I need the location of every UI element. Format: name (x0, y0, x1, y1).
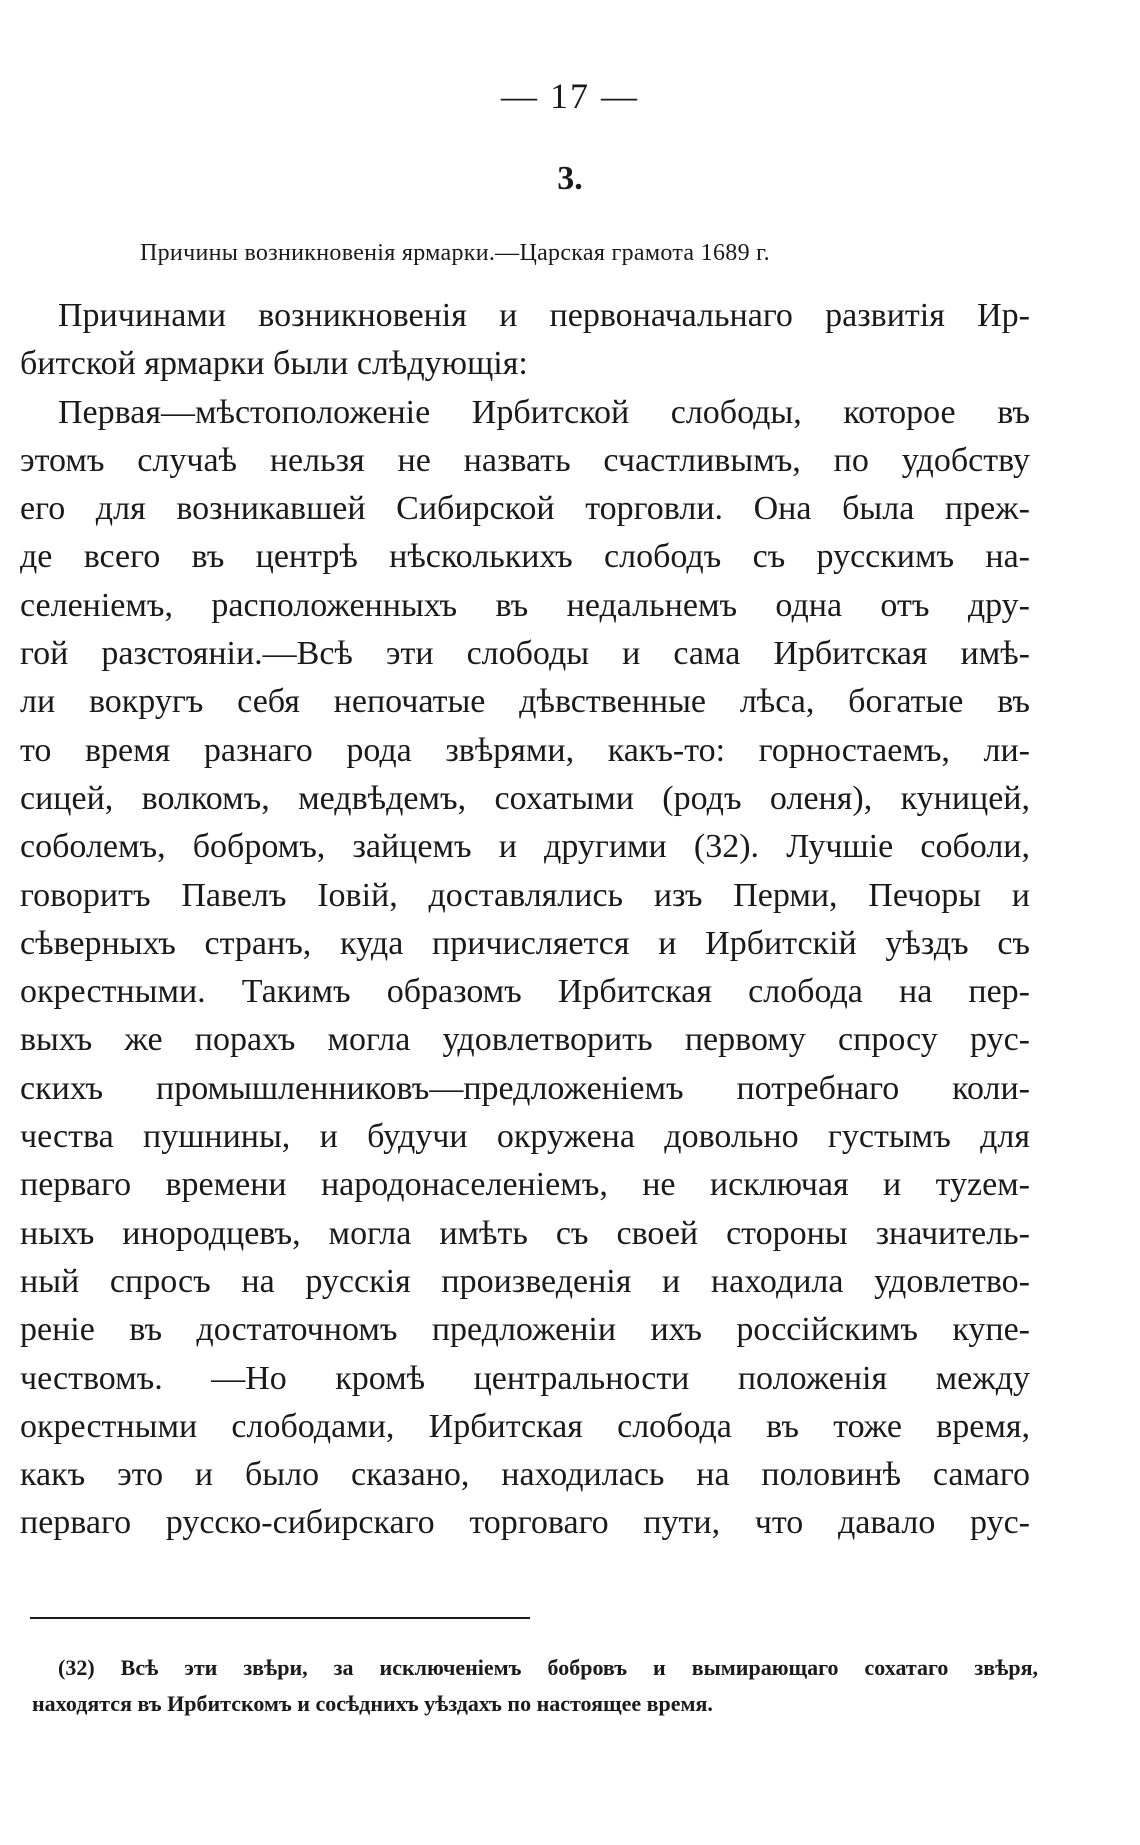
text-line: гой разстояніи.—Всѣ эти слободы и сама Ирбитская имѣ- (20, 635, 1030, 673)
text-line: окрестными слободами, Ирбитская слобода въ тоже время, (20, 1407, 1030, 1445)
text-line: Первая—мѣстоположеніе Ирбитской слободы, которое въ (58, 393, 1030, 431)
text-line: соболемъ, бобромъ, зайцемъ и другими (32). Лучшіе соболи, (20, 828, 1030, 866)
text-line: реніе въ достаточномъ предложеніи ихъ россійскимъ купе- (20, 1311, 1030, 1349)
section-number: 3. (557, 160, 583, 197)
text-line: то время разнаго рода звѣрями, какъ-то: горностаемъ, ли- (20, 731, 1030, 769)
text-line: какъ это и было сказано, находилась на половинѣ самаго (20, 1456, 1030, 1494)
text-line: ныхъ инородцевъ, могла имѣть съ своей стороны значитель- (20, 1214, 1030, 1252)
body-text (20, 292, 1030, 1548)
text-line: селеніемъ, расположенныхъ въ недальнемъ одна отъ дру- (20, 586, 1030, 624)
text-line: говоритъ Павелъ Іовій, доставлялись изъ Перми, Печоры и (20, 876, 1030, 914)
text-line: перваго русско-сибирскаго торговаго пути, что давало рус- (20, 1504, 1030, 1542)
text-line: де всего въ центрѣ нѣсколькихъ слободъ съ русскимъ на- (20, 538, 1030, 576)
text-line: ный спросъ на русскія произведенія и находила удовлетво- (20, 1262, 1030, 1300)
text-line: скихъ промышленниковъ—предложеніемъ потребнаго коли- (20, 1069, 1030, 1107)
text-line: Причинами возникновенія и первоначальнаго развитія Ир- (58, 297, 1030, 334)
footnotes (32, 1650, 1038, 1722)
footnote-divider (30, 1617, 530, 1619)
footnote-line: (32) Всѣ эти звѣри, за исключеніемъ бобровъ и вымирающаго сохатаго звѣря, (58, 1655, 1038, 1680)
text-line: сѣверныхъ странъ, куда причисляется и Ирбитскій уѣздъ съ (20, 924, 1030, 962)
text-line: чества пушнины, и будучи окружена довольно густымъ для (20, 1118, 1030, 1156)
text-line: этомъ случаѣ нельзя не назвать счастливымъ, по удобству (20, 441, 1030, 479)
text-line: чествомъ. —Но кромѣ центральности положенія между (20, 1359, 1030, 1397)
footnote-line: находятся въ Ирбитскомъ и сосѣднихъ уѣздахъ по настоящее время. (32, 1691, 713, 1716)
text-line: перваго времени народонаселеніемъ, не исключая и туzем- (20, 1166, 1030, 1204)
text-line: сицей, волкомъ, медвѣдемъ, сохатыми (родъ оленя), куницей, (20, 779, 1030, 817)
page-number: — 17 — (501, 76, 639, 116)
text-line: ли вокругъ себя непочатые дѣвственные лѣса, богатые въ (20, 683, 1030, 721)
section-subtitle: Причины возникновенія ярмарки.—Царская грамота 1689 г. (140, 240, 770, 266)
text-line: окрестными. Такимъ образомъ Ирбитская слобода на пер- (20, 973, 1030, 1011)
text-line: его для возникавшей Сибирской торговли. Она была преж- (20, 490, 1030, 528)
text-line: битской ярмарки были слѣдующія: (20, 345, 528, 383)
text-line: выхъ же порахъ могла удовлетворить первому спросу рус- (20, 1021, 1030, 1059)
